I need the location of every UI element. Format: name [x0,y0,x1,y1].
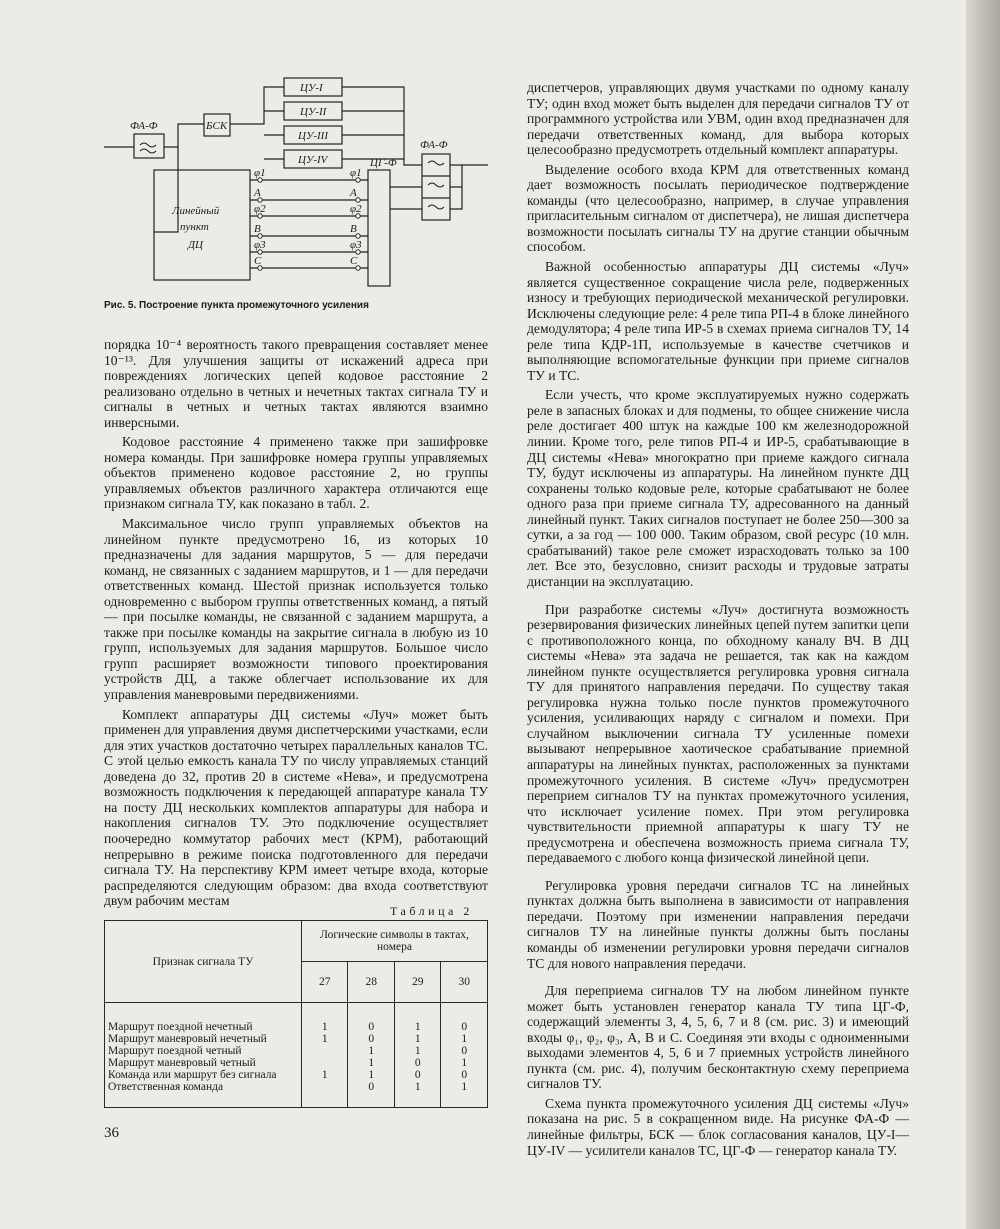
label-phi3-left: φ3 [254,239,266,251]
label-cu3: ЦУ-III [298,130,328,142]
label-bsk: БСК [206,120,228,132]
cell: 1 [394,1045,440,1057]
page-edge-shadow [966,0,1000,1229]
table-header-feature: Признак сигнала ТУ [105,921,302,1003]
row-label: Маршрут маневровый четный [105,1057,302,1069]
cell: 1 [394,1033,440,1045]
cell [302,1045,348,1057]
paragraph: Выделение особого входа КРМ для ответственных команд дает возможность посылать периодическое подтверждение команды (что целесообразно, например, в случае управления пригласительным сигналом от диспетчера), не лишая диспетчера возможности посылать сигналы ТУ на другие станции обычным способом. [527,161,909,255]
cell: 1 [302,1069,348,1081]
cell: 0 [441,1045,488,1057]
label-line-point-3: ДЦ [188,239,203,251]
table-row [105,1081,488,1108]
table-row [105,1003,488,1034]
cell: 1 [441,1033,488,1045]
page-number: 36 [104,1125,119,1141]
right-filter-box [422,154,450,220]
label-c-right: С [350,255,358,267]
paragraph: Если учесть, что кроме эксплуатируемых нужно содержать реле в запасных блоках и для подмены, то общее снижение числа реле достигает 400 штук на каждые 100 км железнодорожной линии. Кроме того, реле типов РП-4 и ИР-5, срабатывающие в ДЦ системы «Нева» многократно при приеме каждого сигнала ТУ, будут исключены из аппаратуры. На линейном пункте ДЦ сохранены только кодовые реле, которые срабатывают не более одного раза при приеме сигнала ТУ, адресованного на данный линейный пункт. Таких сигналов поступает не более 250—300 за сутки, а за год — 100 000. Таким образом, свой ресурс (10 млн. срабатываний) такое реле сможет израсходовать только за 100 лет. Все это, безусловно, снизит расходы и трудовые затраты дистанции на эксплуатацию. [527,387,909,589]
cell: 1 [441,1081,488,1108]
cell: 1 [348,1045,394,1057]
label-cu2: ЦУ-II [300,106,327,118]
cell: 0 [348,1003,394,1034]
cell: 0 [394,1057,440,1069]
cell: 1 [394,1003,440,1034]
paragraph: порядка 10⁻⁴ вероятность такого превращения составляет менее 10⁻¹³. Для улучшения защиты от искажений адреса при повреждениях логических цепей кодовое расстояние 2 реализовано отдельно в четных и нечетных тактах сигнала ТУ и сигналы в четных и четных тактах являются взаимно инверсными. [104,337,488,430]
label-line-point-1: Линейный [172,205,220,217]
cell: 1 [348,1069,394,1081]
table-row [105,1069,488,1081]
cell: 0 [348,1081,394,1108]
label-fa-f-left: ФА-Ф [130,120,158,132]
left-column [104,337,488,909]
paragraph: Для переприема сигналов ТУ на любом линейном пункте может быть установлен генератор канала ТУ типа ЦГ-Ф, содержащий элементы 3, 4, 5, 6, 7 и 8 (см. рис. 3) и имеющий входы φ₁, φ₂, φ₃, А, В и С. Соединяя эти входы с одноименными выходами элементов 4, 5, 6 и 7 приемных устройств линейного пункта (см. рис. 4), получим бесконтактную схему переприема сигналов ТУ. [527,983,909,1092]
row-label: Маршрут маневровый нечетный [105,1033,302,1045]
table-header-col: 27 [302,962,348,1003]
label-line-point-2: пункт [180,221,209,233]
block-diagram [104,72,488,300]
paragraph: Комплект аппаратуры ДЦ системы «Луч» может быть применен для управления двумя диспетчерскими участками, если для этих участков достаточно четырех параллельных каналов ТС. С этой целью емкость канала ТУ по числу управляемых станций доведена до 32, против 20 в системе «Нева», и предусмотрена возможность подключения к передающей аппаратуре канала ТУ на посту ДЦ нескольких комплектов аппаратуры для набора и накопления сигналов ТУ. Это подключение осуществляет поочередно коммутатор рабочих мест (КРМ), работающий непрерывно в режиме поиска подготовленного для передачи сигнала ТУ. На перспективу КРМ имеет четыре входа, которые распределяются следующим образом: два входа соответствуют двум рабочим местам [104,706,488,909]
cell [302,1057,348,1069]
label-a-left: А [254,187,261,199]
row-label: Маршрут поездной нечетный [105,1003,302,1034]
label-phi3-right: φ3 [350,239,362,251]
cell: 0 [441,1069,488,1081]
paragraph: Максимальное число групп управляемых объектов на линейном пункте предусмотрено 16, из которых 10 предназначены для задания маршрутов, 5 — для передачи команд, не связанных с заданием маршрутов, и 1 — для передачи ответственных команд. Шестой признак используется только одновременно с выбором группы ответственных команд, а пятый — при посылке команды, не связанной с заданием маршрута, а также при посылке команды на закрытие сигнала в любую из 10 групп, используемых для задания маршрутов. Большое число групп расширяет возможности типового проектирования устройств ДЦ, а также облегчает использование их для управления маневровыми передвижениями. [104,516,488,703]
table-header-col: 30 [441,962,488,1003]
cg-f-box [368,170,390,286]
label-phi2-right: φ2 [350,203,362,215]
cell: 1 [394,1081,440,1108]
label-phi1-left: φ1 [254,167,266,179]
paragraph: Регулировка уровня передачи сигналов ТС на линейных пунктах должна быть выполнена в зависимости от направления передачи. Поэтому при изменении направления передачи сигналов ТУ на линейные пункты должны быть посланы команды об изменении регулировки уровня передачи сигналов ТС для нового направления передачи. [527,877,909,971]
cell: 1 [302,1003,348,1034]
label-b-right: В [350,223,357,235]
table-header-col: 29 [394,962,440,1003]
cell: 0 [394,1069,440,1081]
paragraph: Схема пункта промежуточного усиления ДЦ системы «Луч» показана на рис. 5 в сокращенном виде. На рисунке ФА-Ф — линейные фильтры, БСК — блок согласования каналов, ЦУ-I—ЦУ-IV — усилители каналов ТС, ЦГ-Ф — генератор канала ТУ. [527,1095,909,1158]
table-row [105,1057,488,1069]
label-a-right: А [350,187,357,199]
paragraph: При разработке системы «Луч» достигнута возможность резервирования физических линейных цепей путем запитки цепи с противоположного конца, по обходному каналу ВЧ. В ДЦ системы «Нева» эта задача не решается, так как на каждом линейном пункте осуществляется регулировка уровня сигнала ТУ для принятого направления передачи. По существу такая регулировка нужна только после пунктов промежуточного усиления, усиливающих наряду с сигналом и помехи. При случайном выключении сигнала ТУ усиленные помехи вызывают непрерывное хаотическое срабатывание приемной аппаратуры на линейных пунктах, расположенных за пунктами промежуточного усиления. В системе «Луч» предусмотрен переприем сигналов ТУ на пунктах промежуточного усиления, что исключает усиление помех. При этом регулировка чувствительности приемной аппаратуры к шагу ТУ не предусмотрена и обеспечена возможность приема сигнала ТУ, передаваемого с любого конца физической линейной цепи. [527,601,909,866]
label-b-left: В [254,223,261,235]
label-phi2-left: φ2 [254,203,266,215]
table-title: Таблица 2 [390,904,473,918]
paragraph: диспетчеров, управляющих двумя участками по одному каналу ТУ; один вход может быть выделен для передачи сигналов ТУ от программного устройства или УВМ, один вход предназначен для передачи ответственных команд, для выбора которых целесообразно предусмотреть отдельный комплект аппаратуры. [527,80,909,158]
table-row [105,1033,488,1045]
row-label: Ответственная команда [105,1081,302,1108]
cell: 0 [348,1033,394,1045]
table-row [105,1045,488,1057]
label-c-left: С [254,255,262,267]
figure-caption: Рис. 5. Построение пункта промежуточного усиления [104,300,369,311]
row-label: Команда или маршрут без сигнала [105,1069,302,1081]
signal-feature-table [104,920,488,1108]
right-column [527,80,909,1158]
row-label: Маршрут поездной четный [105,1045,302,1057]
label-cu4: ЦУ-IV [298,154,328,166]
label-phi1-right: φ1 [350,167,362,179]
cell: 1 [348,1057,394,1069]
cell [302,1081,348,1108]
cell: 1 [302,1033,348,1045]
paragraph: Важной особенностью аппаратуры ДЦ системы «Луч» является существенное сокращение числа реле, подверженных износу и требующих периодической механической регулировки. Исключены следующие реле: 4 реле типа РП-4 в блоке линейного демодулятора; 4 реле типа ИР-5 в схемах приема сигналов ТУ, 14 реле типа КДР-1П, используемые в качестве счетчиков и выполняющие вспомогательные функции при приеме сигналов ТУ и ТС. [527,259,909,383]
table-header-col: 28 [348,962,394,1003]
label-cg-f: ЦГ-Ф [370,157,397,169]
label-fa-f-right: ФА-Ф [420,139,448,151]
paragraph: Кодовое расстояние 4 применено также при зашифровке номера команды. При зашифровке номера группы управляемых объектов применено кодовое расстояние 2, но группы управляемых объектов различного характера отличаются еще признаком сигнала ТУ, как показано в табл. 2. [104,434,488,512]
table-header-group: Логические символы в тактах, номера [302,921,488,962]
cell: 1 [441,1057,488,1069]
label-cu1: ЦУ-I [300,82,323,94]
cell: 0 [441,1003,488,1034]
